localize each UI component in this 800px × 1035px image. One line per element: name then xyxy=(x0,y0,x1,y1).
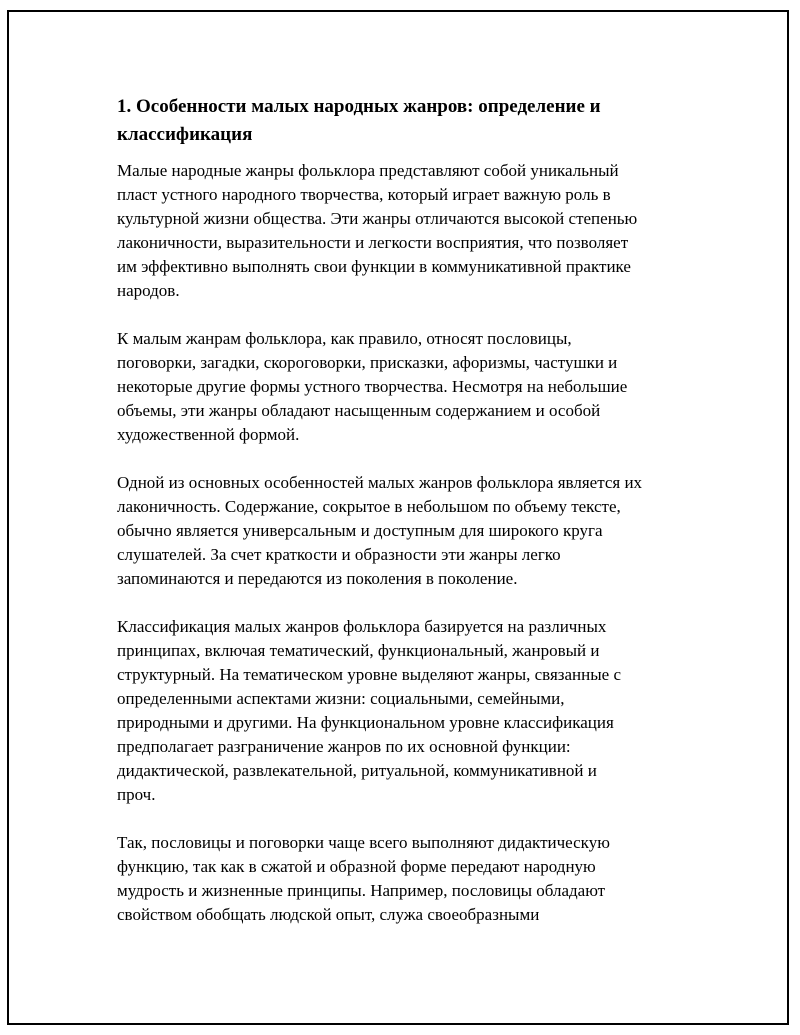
paragraph-5: Так, пословицы и поговорки чаще всего выполняют дидактическую функцию, так как в сжатой и образной форме передают народную мудрость и жизненные принципы. Например, пословицы обладают свойством обобщать людской опыт, служа своеобразными xyxy=(117,833,610,924)
paragraph-3: Одной из основных особенностей малых жанров фольклора является их лаконичность. Содержание, сокрытое в небольшом по объему тексте, обычно является универсальным и доступным для широкого круга слушателей. За счет краткости и образности эти жанры легко запоминаются и передаются из поколения в поколение. xyxy=(117,473,643,588)
paragraph-2: К малым жанрам фольклора, как правило, относят пословицы, поговорки, загадки, скороговорки, присказки, афоризмы, частушки и некоторые другие формы устного творчества. Несмотря на небольшие объемы, эти жанры обладают насыщенным содержанием и особой художественной формой. xyxy=(117,329,628,444)
document-body xyxy=(117,93,687,951)
section-heading: 1. Особенности малых народных жанров: определение и классификация xyxy=(117,96,601,145)
paragraph-4: Классификация малых жанров фольклора базируется на различных принципах, включая тематический, функциональный, жанровый и структурный. На тематическом уровне выделяют жанры, связанные с определенными аспектами жизни: социальными, семейными, природными и другими. На функциональном уровне классификация предполагает разграничение жанров по их основной функции: дидактической, развлекательной, ритуальной, коммуникативной и проч. xyxy=(117,617,621,804)
paragraph-1: Малые народные жанры фольклора представляют собой уникальный пласт устного народного творчества, который играет важную роль в культурной жизни общества. Эти жанры отличаются высокой степенью лаконичности, выразительности и легкости восприятия, что позволяет им эффективно выполнять свои функции в коммуникативной практике народов. xyxy=(117,161,638,300)
